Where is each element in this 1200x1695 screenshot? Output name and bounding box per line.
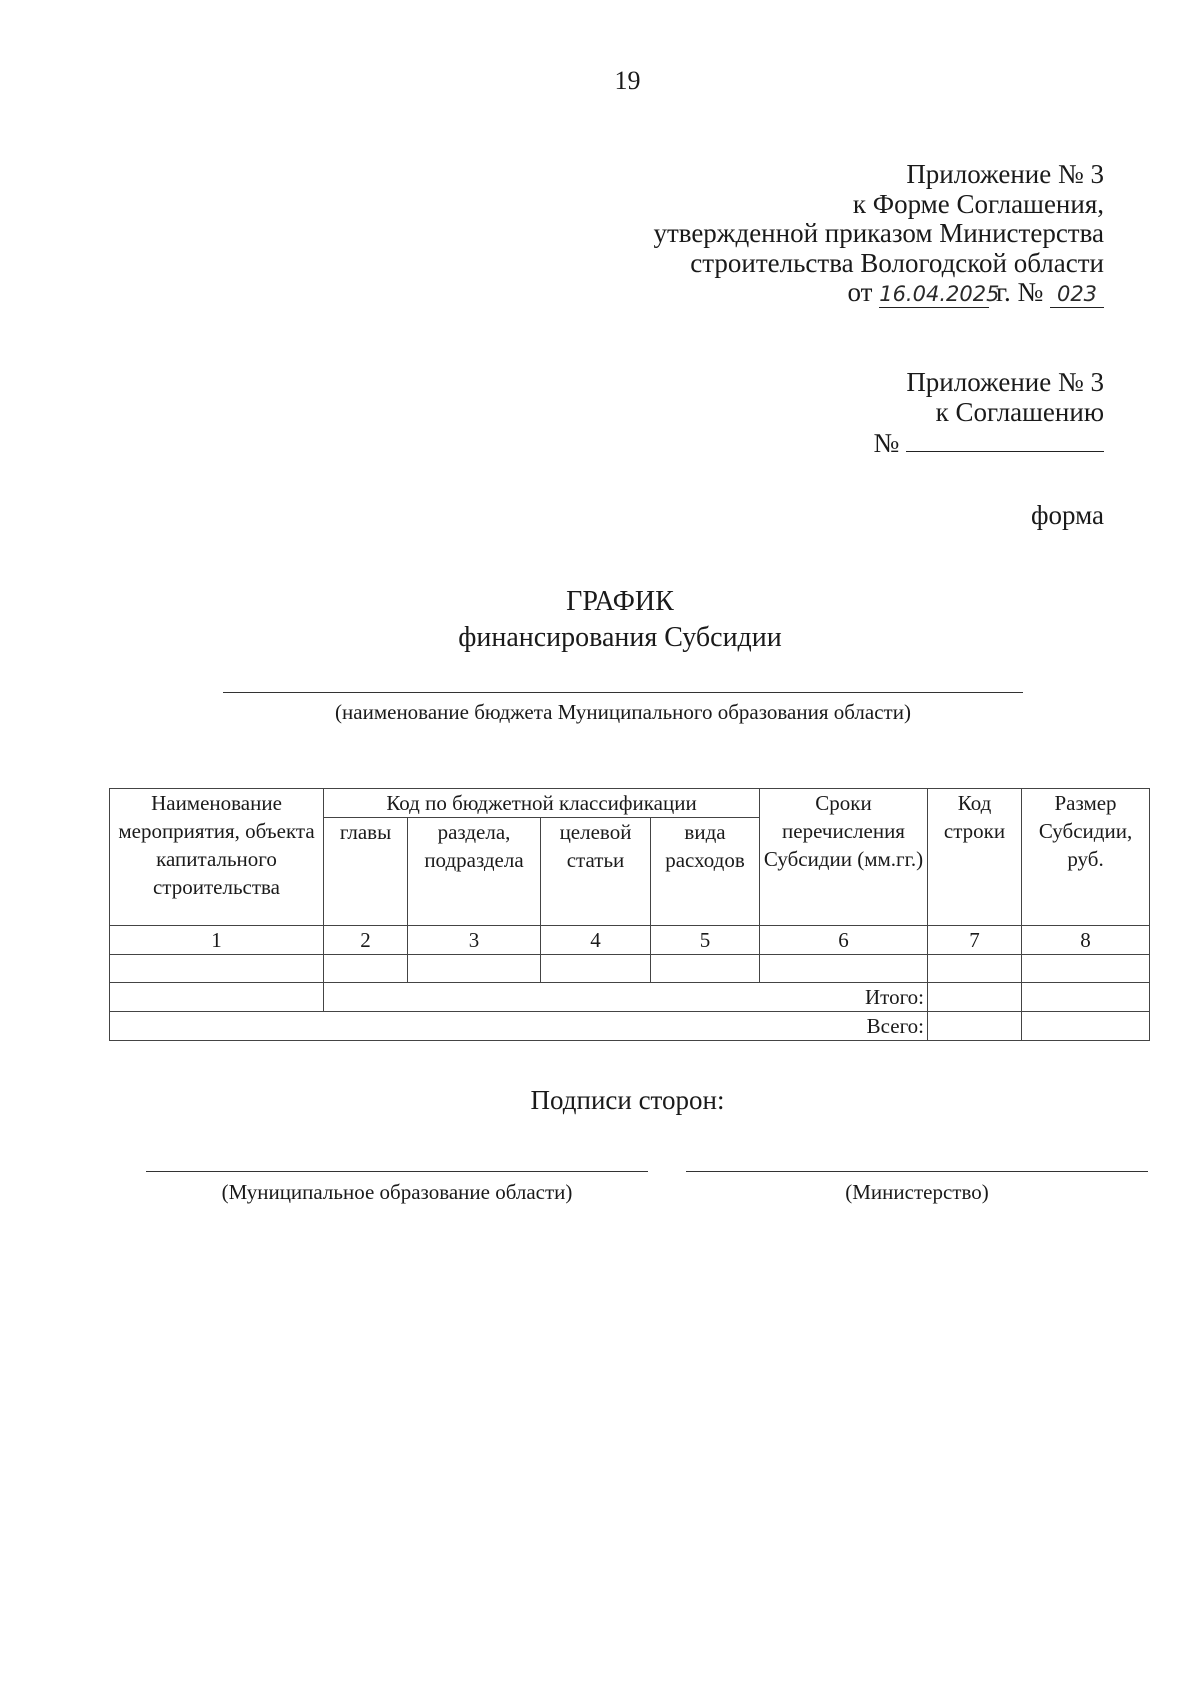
column-number: 6	[760, 926, 928, 955]
column-number: 2	[324, 926, 408, 955]
municipality-signature-caption: (Муниципальное образование области)	[221, 1180, 573, 1204]
header-subsidy-amount: Размер Субсидии, руб.	[1022, 789, 1150, 926]
subtotal-row	[110, 983, 1150, 1012]
total-row	[110, 1012, 1150, 1041]
column-number: 3	[408, 926, 541, 955]
table-cell	[408, 955, 541, 983]
table-cell	[928, 955, 1022, 983]
header-row-code: Код строки	[928, 789, 1022, 926]
order-number-prefix: г. №	[995, 277, 1044, 307]
subtotal-row-code	[928, 983, 1022, 1012]
header-chapter: главы	[324, 818, 408, 926]
agreement-number-blank	[906, 427, 1104, 452]
table-cell	[541, 955, 651, 983]
order-date-handwritten: 16.04.2025	[879, 282, 1000, 306]
appendix-form-order-line	[653, 278, 1104, 308]
order-date-prefix: от	[847, 277, 873, 307]
agreement-number-prefix: №	[873, 428, 900, 458]
table-cell	[324, 955, 408, 983]
appendix-form-line3: утвержденной приказом Министерства	[653, 218, 1104, 248]
appendix-agreement-block	[873, 368, 1104, 459]
ministry-signature-line	[686, 1171, 1148, 1172]
table-cell	[110, 955, 324, 983]
header-section: раздела, подраздела	[408, 818, 541, 926]
table-cell	[1022, 955, 1150, 983]
appendix-form-block	[653, 160, 1104, 308]
subtotal-label: Итого:	[324, 983, 928, 1012]
column-number-row	[110, 926, 1150, 955]
budget-name-line	[223, 692, 1023, 693]
appendix-form-line4: строительства Вологодской области	[690, 247, 1104, 278]
column-number: 5	[651, 926, 760, 955]
appendix-agreement-number-line	[873, 427, 1104, 459]
order-number-handwritten: 023	[1050, 281, 1104, 308]
column-number: 7	[928, 926, 1022, 955]
document-title: ГРАФИК	[566, 586, 674, 617]
page-number: 19	[614, 66, 641, 95]
column-number: 4	[541, 926, 651, 955]
subtotal-amount	[1022, 983, 1150, 1012]
header-transfer-terms: Сроки перечисления Субсидии (мм.гг.)	[760, 789, 928, 926]
appendix-agreement-line2: к Соглашению	[935, 396, 1104, 427]
document-subtitle: финансирования Субсидии	[458, 622, 782, 653]
table-row	[110, 955, 1150, 983]
budget-caption: (наименование бюджета Муниципального образования области)	[335, 700, 911, 724]
form-label: форма	[1031, 500, 1104, 530]
table-cell	[651, 955, 760, 983]
header-event-name: Наименование мероприятия, объекта капитального строительства	[110, 789, 324, 926]
appendix-form-line1: Приложение № 3	[906, 159, 1104, 189]
header-budget-code: Код по бюджетной классификации	[324, 789, 760, 818]
table-header-row	[110, 789, 1150, 818]
header-expense-type: вида расходов	[651, 818, 760, 926]
table-cell	[760, 955, 928, 983]
table-cell	[110, 983, 324, 1012]
total-label: Всего:	[110, 1012, 928, 1041]
signatures-title: Подписи сторон:	[530, 1085, 725, 1115]
ministry-signature-caption: (Министерство)	[845, 1180, 989, 1204]
column-number: 1	[110, 926, 324, 955]
total-amount	[1022, 1012, 1150, 1041]
total-row-code	[928, 1012, 1022, 1041]
municipality-signature-line	[146, 1171, 648, 1172]
appendix-form-line2: к Форме Соглашения,	[852, 188, 1104, 219]
header-target-item: целевой статьи	[541, 818, 651, 926]
column-number: 8	[1022, 926, 1150, 955]
appendix-agreement-line1: Приложение № 3	[906, 367, 1104, 397]
financing-schedule-table	[109, 788, 1150, 1041]
